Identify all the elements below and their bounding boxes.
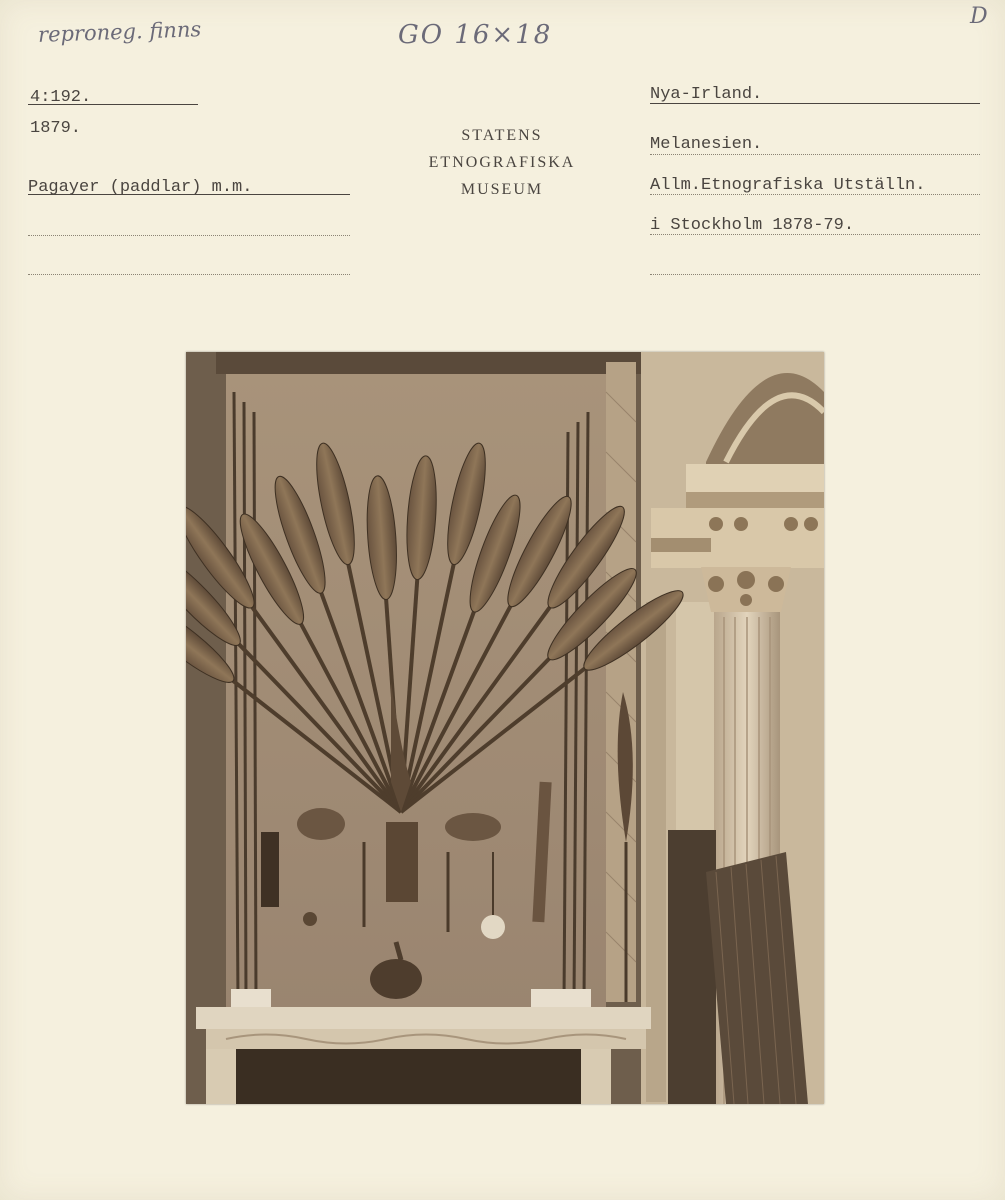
blank-line-3: [650, 274, 980, 275]
exhibition-line1: Allm.Etnografiska Utställn.: [650, 176, 926, 195]
exhibition-photograph: [186, 352, 824, 1104]
museum-header: [390, 122, 614, 203]
exhibition-line1-underline: [650, 194, 980, 195]
region: Melanesien.: [650, 135, 763, 154]
museum-header-line2: ETNOGRAFISKA: [428, 154, 576, 171]
locality-underline: [650, 103, 980, 104]
exhibition-line2-underline: [650, 234, 980, 235]
handwritten-note-format: GO 16×18: [398, 20, 553, 50]
region-underline: [650, 154, 980, 155]
catalog-number: 4:192.: [30, 88, 92, 107]
blank-line-1: [28, 235, 350, 236]
blank-line-2: [28, 274, 350, 275]
year: 1879.: [30, 119, 82, 138]
museum-header-line1: STATENS: [461, 127, 543, 144]
exhibition-line2: i Stockholm 1878-79.: [650, 216, 855, 235]
object-description: Pagayer (paddlar) m.m.: [28, 178, 253, 197]
handwritten-note-reproneg: reproneg. finns: [37, 17, 202, 47]
locality: Nya-Irland.: [650, 85, 763, 104]
photo-illustration: [186, 352, 824, 1104]
description-underline: [28, 194, 350, 195]
museum-header-line3: MUSEUM: [460, 181, 544, 198]
catalog-number-underline: [28, 104, 198, 105]
handwritten-corner-mark: D: [970, 4, 988, 29]
